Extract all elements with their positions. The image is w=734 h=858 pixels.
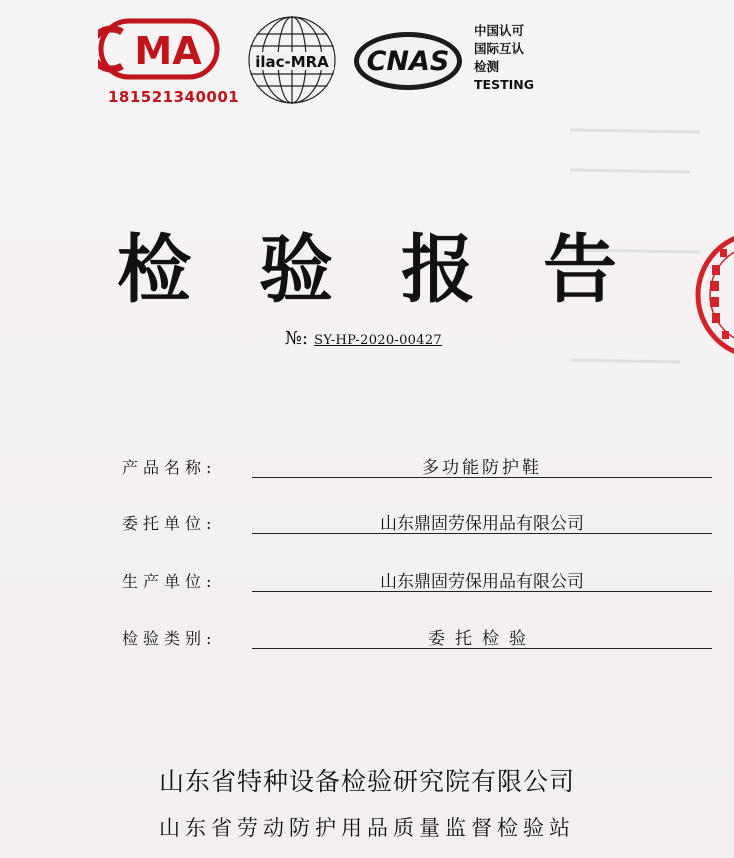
field-value: 山东鼎固劳保用品有限公司: [380, 572, 584, 592]
field-label: 委托单位:: [122, 514, 217, 533]
cnas-caption-line: 中国认可: [474, 23, 525, 38]
cnas-caption-line: 国际互认: [474, 41, 525, 56]
field-label: 产品名称:: [122, 458, 217, 477]
cnas-mark-text: CNAS: [366, 46, 450, 77]
cnas-caption-line: TESTING: [474, 77, 534, 92]
report-number: [285, 328, 442, 349]
ilac-mra-logo-icon: [246, 14, 338, 106]
red-seal-stamp-icon: [690, 225, 734, 365]
cnas-logo-icon: [352, 30, 464, 92]
title-char: 检: [117, 227, 191, 313]
cma-logo: [88, 12, 238, 108]
field-value: 多功能防护鞋: [422, 458, 542, 478]
title-char: 告: [543, 227, 617, 313]
title-char: 验: [259, 227, 333, 313]
cma-mark-icon: [98, 18, 220, 80]
report-title: [0, 228, 734, 312]
cma-mark-text: MA: [134, 29, 202, 73]
ilac-mark-text: ilac-MRA: [255, 53, 329, 71]
institution-name: 山东省特种设备检验研究院有限公司: [158, 767, 575, 796]
report-number-label: №:: [285, 328, 309, 349]
field-label: 检验类别:: [122, 629, 217, 648]
field-value: 委托检验: [428, 629, 536, 649]
report-number-value: SY-HP-2020-00427: [314, 333, 442, 348]
institution-station: 山东省劳动防护用品质量监督检验站: [159, 816, 575, 840]
field-label: 生产单位:: [122, 572, 217, 591]
cnas-caption-line: 检测: [474, 59, 500, 74]
field-value: 山东鼎固劳保用品有限公司: [380, 514, 584, 534]
cnas-caption: [474, 22, 534, 94]
cma-number: 181521340001: [108, 88, 240, 106]
title-char: 报: [401, 227, 475, 313]
